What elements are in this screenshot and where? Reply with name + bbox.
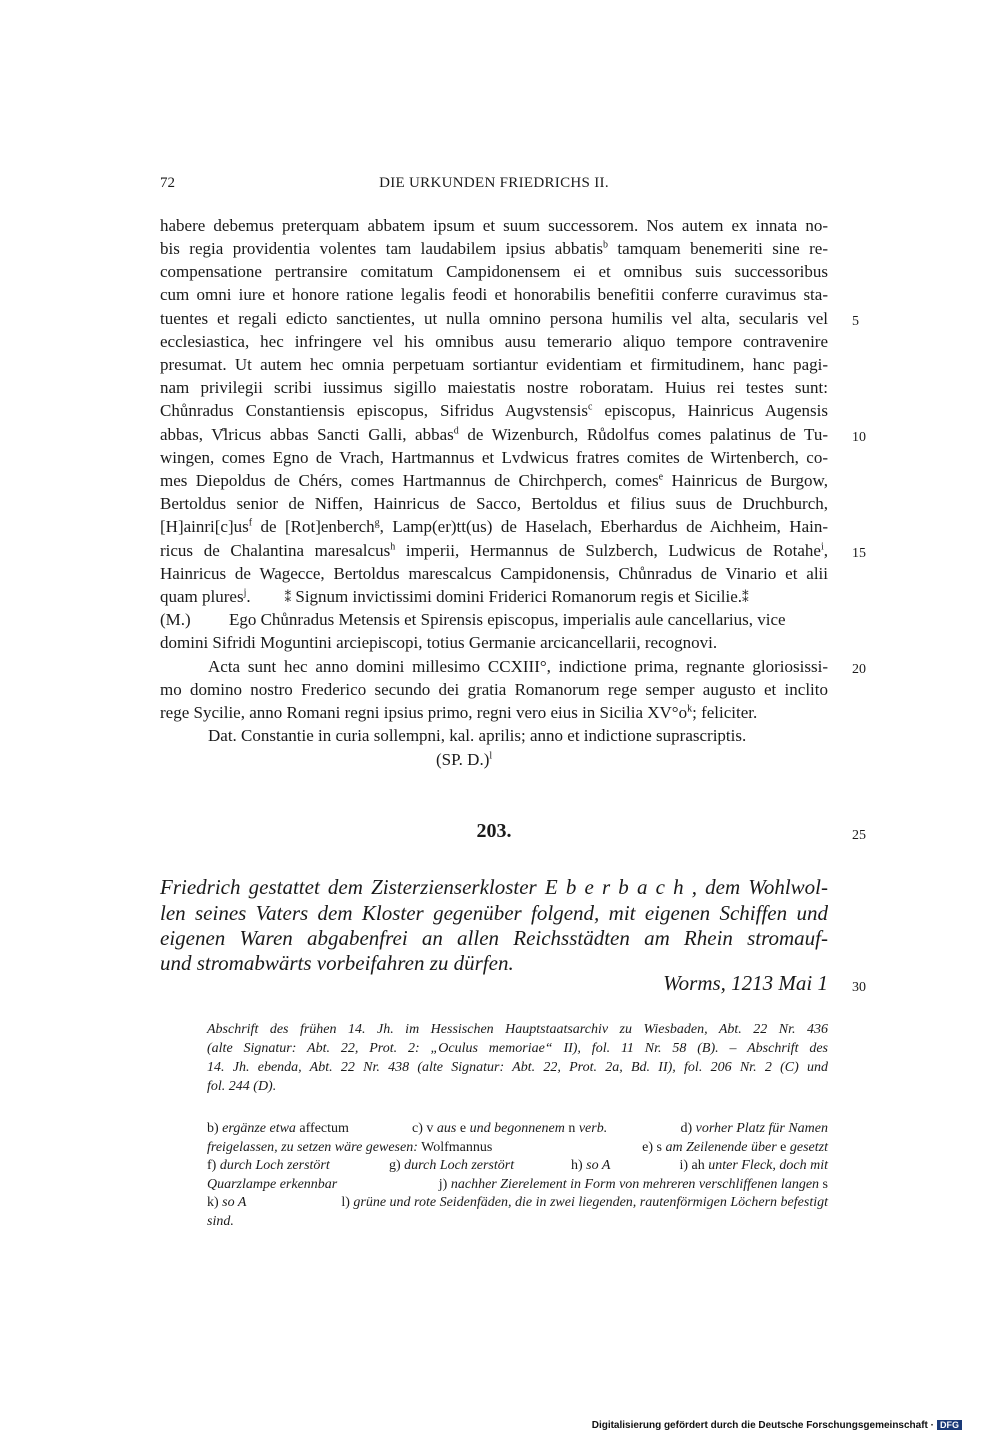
document-number: 203.	[476, 820, 512, 842]
text-line: Dat. Constantie in curia sollempni, kal. aprilis; anno et indictione suprascriptis.	[208, 726, 747, 745]
text-line: rege Sycilie, anno Romani regni ipsius primo, regni vero eius in Sicilia $XV^\circ o^k$; feliciter.	[160, 703, 758, 722]
text-line: Chůnradus Constantiensis episcopus, Sifridus Augvstensis$^c$ episcopus, Hainricus Augensis	[160, 401, 828, 420]
text-line: $[H]ainri[c]us^f$ de [Rot]enberch$^g$, Lamp(er)tt(us) de Haselach, Eberhardus de Aichheim, Hain-	[160, 517, 828, 536]
text-line: Hainricus de Wagecce, Bertoldus marescalcus Campidonensis, Chůnradus de Vinario et alii	[160, 564, 828, 583]
line-number: 10	[852, 430, 866, 445]
text-line: mes Diepoldus de Chérs, comes Hartmannus de Chirchperch, comes$^e$ Hainricus de Burgow,	[160, 471, 828, 490]
signum-icon: ⁑	[742, 590, 749, 605]
text-line: bis regia providentia volentes tam laudabilem ipsius abbatis$^b$ tamquam benemeriti sine re-	[160, 239, 829, 258]
footnote-line: Quarzlampe erkennbar j) nachher Zierelement in Form von mehreren verschliffenen langen s	[207, 1177, 828, 1192]
text-line: (M.) Ego Chůnradus Metensis et Spirensis episcopus, imperialis aule cancellarius, vice	[160, 610, 786, 629]
signum-icon: ⁑	[284, 590, 292, 605]
text-line: compensatione pertransire comitatum Campidonensem ei et omnibus suis successoribus	[160, 262, 828, 281]
note-line: fol. 244 (D).	[207, 1079, 277, 1094]
text-line: nam privilegii scribi iussimus sigillo maiestatis nostre roboratam. Huius rei testes sunt:	[160, 378, 828, 397]
note-line: 14. Jh. ebenda, Abt. 22 Nr. 438 (alte Signatur: Abt. 22, Prot. 2a, Bd. II), fol. 206 Nr. 2 (C) und	[207, 1060, 828, 1075]
page-number: 72	[160, 175, 175, 191]
text-line: (SP. D.)$^l$	[436, 750, 493, 769]
text-line: ecclesiastica, hec infringere vel his omnibus ausu temerario aliquo tempore contravenire	[160, 332, 828, 351]
text-line: ricus de Chalantina maresalcus$^h$ imperii, Hermannus de Sulzberch, Ludwicus de Rotahe$^i$,	[160, 541, 829, 560]
footnote-line: sind.	[207, 1214, 234, 1229]
line-number: 15	[852, 546, 866, 561]
dfg-logo: DFG	[937, 1420, 962, 1430]
line-number: 30	[852, 980, 866, 995]
place-date: Worms, 1213 Mai 1	[663, 971, 828, 995]
text-line: mo domino nostro Frederico secundo dei gratia Romanorum rege semper augusto et inclito	[160, 680, 828, 699]
footnote-line: b) ergänze etwa affectum c) v aus e und begonnenem n verb. d) vorher Platz für Namen	[207, 1121, 828, 1136]
footnote-line: k) so A l) grüne und rote Seidenfäden, die in zwei liegenden, rautenförmigen Löchern befestigt	[207, 1195, 828, 1210]
line-number: 25	[852, 828, 866, 843]
footnote-line: f) durch Loch zerstört g) durch Loch zerstört h) so A i) ah unter Fleck, doch mit	[207, 1158, 828, 1173]
footnote-line: freigelassen, zu setzen wäre gewesen: Wolfmannus e) s am Zeilenende über e gesetzt	[207, 1140, 828, 1155]
note-line: (alte Signatur: Abt. 22, Prot. 2: „Oculus memoriae“ II), fol. 11 Nr. 58 (B). – Abschrift des	[207, 1041, 828, 1056]
footer-credit: Digitalisierung gefördert durch die Deutsche Forschungsgemeinschaft · DFG	[592, 1420, 962, 1431]
text-line: abbas, V̊lricus abbas Sancti Galli, abbas$^d$ de Wizenburch, Růdolfus comes palatinus de Tu-	[160, 425, 828, 444]
line-number: 20	[852, 662, 866, 677]
line-number: 5	[852, 314, 859, 329]
regest-line: und stromabwärts vorbeifahren zu dürfen.	[160, 951, 514, 975]
regest-line: Friedrich gestattet dem Zisterzienserkloster E b e r b a c h , dem Wohlwol-	[160, 875, 828, 899]
text-line: Bertoldus senior de Niffen, Hainricus de Sacco, Bertoldus et filius suus de Druchburch,	[160, 494, 828, 513]
regest-line: eigenen Waren abgabenfrei an allen Reichsstädten am Rhein stromauf-	[160, 926, 828, 950]
text-line: domini Sifridi Moguntini arciepiscopi, totius Germanie arcicancellarii, recognovi.	[160, 633, 718, 652]
text-line: cum omni iure et honore ratione legalis feodi et honorabilis benefitii conferre curavimus sta-	[160, 285, 828, 304]
text-line: presumat. Ut autem hec omnia perpetuam sortiantur evidentiam et firmitudinem, hanc pagi-	[160, 355, 828, 374]
running-title: DIE URKUNDEN FRIEDRICHS II.	[379, 175, 609, 191]
regest-line: len seines Vaters dem Kloster gegenüber folgend, mit eigenen Schiffen und	[160, 901, 828, 925]
text-line: wingen, comes Egno de Vrach, Hartmannus et Lvdwicus fratres comites de Wirtenberch, co-	[160, 448, 828, 467]
text-line: habere debemus preterquam abbatem ipsum et suum successorem. Nos autem ex innata no-	[160, 216, 828, 235]
note-line: Abschrift des frühen 14. Jh. im Hessischen Hauptstaatsarchiv zu Wiesbaden, Abt. 22 Nr. 436	[207, 1022, 828, 1037]
text-line: Acta sunt hec anno domini millesimo CCXIII°, indictione prima, regnante gloriosissi-	[208, 657, 828, 676]
text-line: quam plures$^j$. ⁑ Signum invictissimi domini Friderici Romanorum regis et Sicilie.⁑	[160, 587, 749, 606]
text-line: tuentes et regali edicto sanctientes, ut nulla omnino persona humilis vel alta, secularis vel	[160, 309, 828, 328]
